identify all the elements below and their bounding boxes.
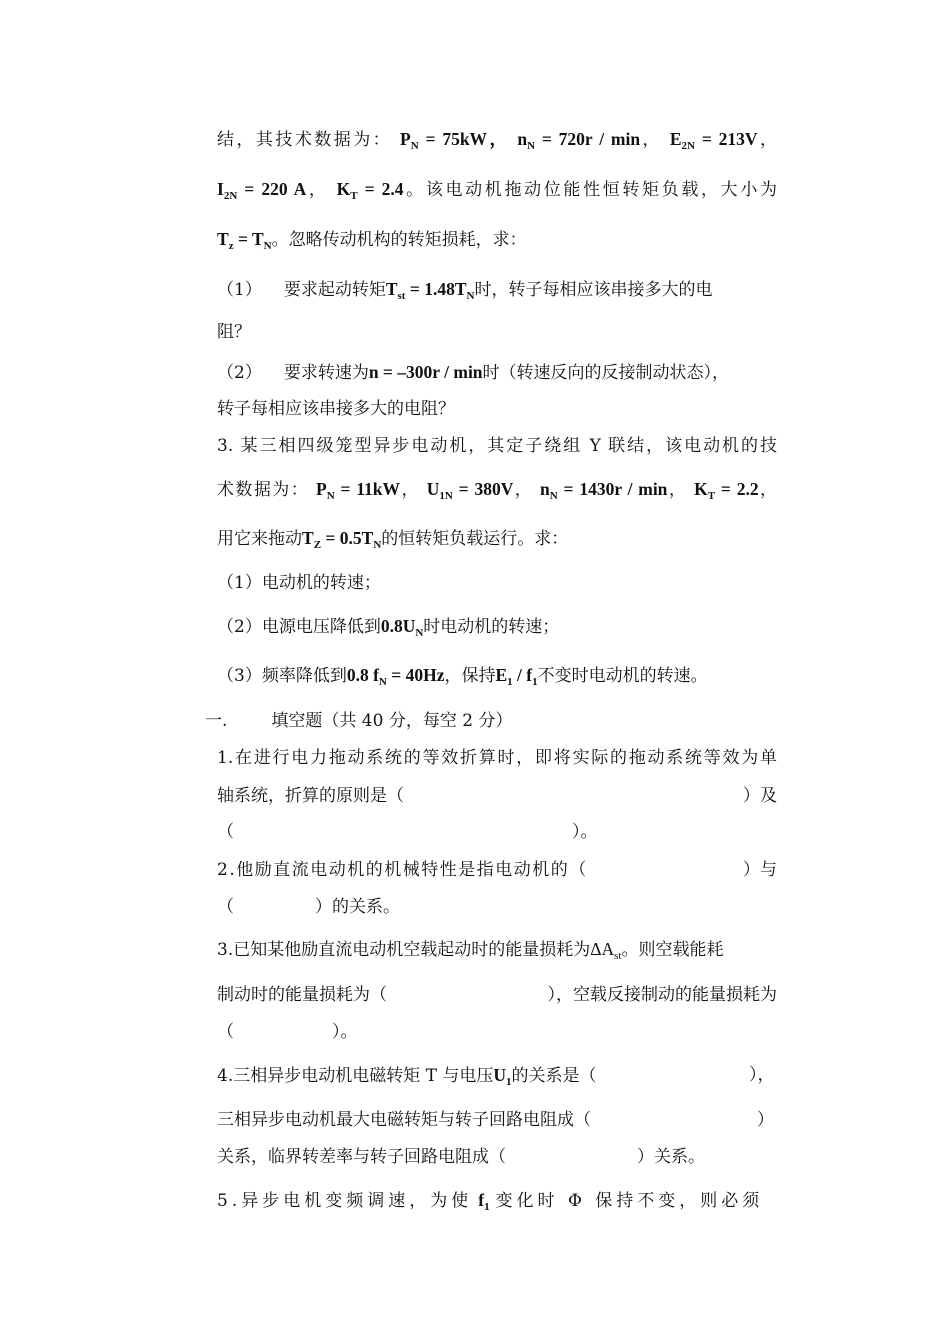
question-1-cont: 阻？	[217, 322, 251, 342]
line-load-torque: $T_z = T_N$。忽略传动机构的转矩损耗，求：	[217, 229, 527, 252]
problem-3-line-1: 3. 某三相四级笼型异步电动机，其定子绕组 Y 联结，该电动机的技	[217, 436, 777, 456]
fill-3-line-1: 3.已知某他励直流电动机空载起动时的能量损耗为$\Delta A_{st}$。则空载能耗	[217, 939, 724, 962]
sub-question-3: （3）频率降低到0.8 $f_N = 40Hz$，保持$E_1 / f_1$不变时电动机的转速。	[217, 665, 708, 688]
problem-3-line-2: 术数据为： $P_N = 11kW$， $U_{1N} = 380V$， $n_N = 1430r / \min$， $K_T = 2.2$，	[217, 479, 777, 502]
fill-2-line-2: （ ）的关系。	[217, 897, 400, 917]
fill-4-line-2: 三相异步电动机最大电磁转矩与转子回路电阻成（ ）	[217, 1110, 774, 1130]
fill-3-line-3: （ ）。	[217, 1022, 358, 1042]
sub-question-2: （2）电源电压降低到$0.8U_N$时电动机的转速；	[217, 616, 560, 639]
line-motor-data-1: 结，其技术数据为： $P_N = 75kW$， $n_N = 720r / \min$， $E_{2N} = 213V$，	[217, 129, 777, 152]
question-2: （2） 要求转速为n = –300r / min时（转速反向的反接制动状态），	[217, 362, 730, 383]
sub-question-1: （1）电动机的转速；	[217, 573, 381, 593]
fill-1-line-1: 1.在进行电力拖动系统的等效折算时，即将实际的拖动系统等效为单	[217, 748, 777, 768]
problem-3-line-3: 用它来拖动$T_Z = 0.5T_N$的恒转矩负载运行。求：	[217, 528, 569, 551]
fill-4-line-3: 关系，临界转差率与转子回路电阻成（ ）关系。	[217, 1147, 705, 1167]
fill-4-line-1: 4.三相异步电动机电磁转矩 T 与电压$U_1$的关系是（ ），	[217, 1065, 775, 1088]
question-1: （1） 要求起动转矩$T_{st} = 1.48T_N$时，转子每相应该串接多大的电	[217, 279, 713, 302]
question-2-cont: 转子每相应该串接多大的电阻？	[217, 399, 455, 419]
fill-2-line-1: 2.他励直流电动机的机械特性是指电动机的（ ）与	[217, 860, 777, 880]
fill-3-line-2: 制动时的能量损耗为（ ），空载反接制动的能量损耗为	[217, 985, 777, 1005]
fill-1-line-2: 轴系统，折算的原则是（ ）及	[217, 786, 777, 806]
fill-5-line-1: 5.异步电机变频调速，为使 $f_1$ 变化时 Φ 保持不变，则必须	[217, 1190, 764, 1213]
fill-1-line-3: （ ）。	[217, 822, 598, 842]
section-heading: 一. 填空题（共 40 分，每空 2 分）	[205, 711, 513, 731]
line-motor-data-2: $I_{2N} = 220$ A， $K_T = 2.4$。该电动机拖动位能性恒转矩负载，大小为	[217, 179, 777, 202]
